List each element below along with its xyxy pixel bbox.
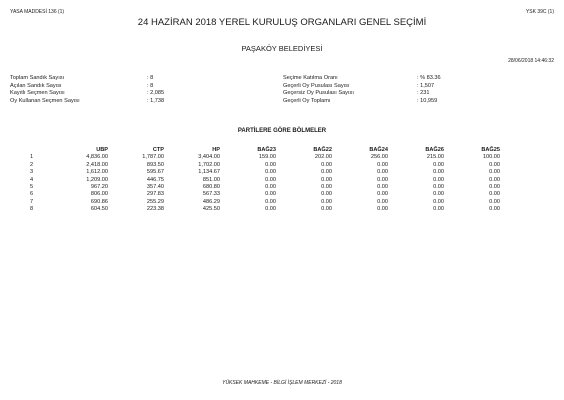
table-cell: 0.00: [321, 176, 332, 183]
table-cell: 446.75: [146, 176, 164, 183]
table-cell: 0.00: [433, 184, 444, 191]
table-cell: 0.00: [433, 161, 444, 168]
table-cell: 223.38: [146, 206, 164, 213]
table-cell: 0.00: [377, 184, 388, 191]
stat-label: Oy Kullanan Seçmen Sayısı: [10, 97, 80, 104]
stat-label: Seçime Katılma Oranı: [283, 75, 338, 81]
table-cell: 256.00: [370, 154, 388, 161]
table-cell: 1,134.67: [198, 169, 220, 176]
table-cell: 0.00: [377, 176, 388, 183]
row-number: 7: [30, 198, 34, 205]
table-cell: 0.00: [265, 184, 276, 191]
section-title: PARTİLERE GÖRE BÖLMELER: [237, 128, 327, 134]
table-cell: 0.00: [489, 161, 500, 168]
table-cell: 690.86: [90, 198, 108, 205]
table-row: [30, 169, 500, 176]
column-header: BAĞ24: [369, 147, 388, 153]
table-cell: 967.20: [90, 184, 108, 191]
column-header: CTP: [152, 147, 164, 153]
table-cell: 0.00: [265, 161, 276, 168]
stat-value: : 8: [147, 82, 154, 89]
table-row: [30, 206, 500, 213]
table-row: [30, 184, 500, 191]
table-cell: 0.00: [489, 198, 500, 205]
stat-value: : 1,507: [417, 82, 435, 89]
table-cell: 0.00: [377, 198, 388, 205]
table-cell: 0.00: [433, 198, 444, 205]
stat-label: Açılan Sandık Sayısı: [10, 82, 62, 89]
row-number: 5: [30, 184, 34, 191]
stats-right-values: [417, 75, 441, 105]
table-row: [30, 154, 500, 161]
table-cell: 567.33: [202, 191, 220, 198]
stats-right-labels: [283, 75, 354, 105]
table-cell: 0.00: [433, 176, 444, 183]
table-cell: 0.00: [377, 169, 388, 176]
row-number: 8: [30, 206, 34, 213]
table-row: [30, 191, 500, 198]
table-cell: 0.00: [377, 161, 388, 168]
column-header: UBP: [96, 147, 108, 153]
stat-value: : 8: [147, 75, 154, 81]
report-timestamp: 28/06/2018 14:46:32: [508, 58, 554, 64]
table-cell: 0.00: [377, 206, 388, 213]
table-cell: 0.00: [433, 206, 444, 213]
table-cell: 159.00: [258, 154, 276, 161]
table-cell: 0.00: [321, 184, 332, 191]
table-cell: 0.00: [321, 191, 332, 198]
table-cell: 3,404.00: [198, 154, 220, 161]
column-header: HP: [212, 147, 220, 153]
table-cell: 0.00: [321, 206, 332, 213]
column-header: BAĞ23: [257, 147, 276, 153]
table-cell: 1,702.00: [198, 161, 220, 168]
table-cell: 357.40: [146, 184, 164, 191]
stat-value: : 1,738: [147, 97, 165, 104]
table-body: [30, 154, 500, 213]
table-cell: 215.00: [426, 154, 444, 161]
table-cell: 0.00: [265, 206, 276, 213]
table-cell: 255.29: [146, 198, 164, 205]
table-cell: 0.00: [489, 206, 500, 213]
results-table: [30, 147, 500, 214]
table-cell: 0.00: [489, 176, 500, 183]
stat-label: Geçersiz Oy Pusulası Sayısı: [283, 90, 354, 97]
table-header-row: [30, 147, 500, 154]
table-row: [30, 199, 500, 206]
table-cell: 0.00: [321, 198, 332, 205]
row-number: 4: [30, 176, 34, 183]
row-number: 1: [30, 154, 34, 161]
column-header: BAĞ26: [425, 147, 444, 153]
stat-value: : 10,959: [417, 97, 438, 104]
table-cell: 425.50: [202, 206, 220, 213]
table-row: [30, 162, 500, 169]
footer-text: YÜKSEK MAHKEME - BİLGİ İŞLEM MERKEZİ - 2018: [222, 380, 342, 386]
table-cell: 851.00: [202, 176, 220, 183]
table-cell: 0.00: [377, 191, 388, 198]
table-cell: 893.50: [146, 161, 164, 168]
table-cell: 486.29: [202, 198, 220, 205]
table-cell: 4,836.00: [86, 154, 108, 161]
table-cell: 0.00: [265, 169, 276, 176]
row-number: 3: [30, 169, 34, 176]
table-cell: 0.00: [489, 184, 500, 191]
table-cell: 0.00: [321, 161, 332, 168]
stat-label: Toplam Sandık Sayısı: [10, 75, 65, 81]
table-cell: 0.00: [265, 176, 276, 183]
column-header: [30, 147, 50, 154]
table-row: [30, 177, 500, 184]
table-cell: 604.50: [90, 206, 108, 213]
table-cell: 2,418.00: [86, 161, 108, 168]
table-cell: 297.83: [146, 191, 164, 198]
table-cell: 1,787.00: [142, 154, 164, 161]
form-code: YSK 39C (1): [525, 9, 554, 15]
table-cell: 0.00: [433, 191, 444, 198]
stats-left-labels: [10, 75, 80, 105]
legal-reference: YASA MADDESİ 136 (1): [10, 9, 65, 15]
column-header: BAĞ25: [481, 147, 500, 153]
table-cell: 0.00: [265, 191, 276, 198]
row-number: 2: [30, 161, 34, 168]
stat-label: Geçerli Oy Toplamı: [283, 97, 331, 104]
table-cell: 0.00: [321, 169, 332, 176]
stat-value: : 231: [417, 90, 430, 97]
table-cell: 680.80: [202, 184, 220, 191]
table-cell: 0.00: [489, 191, 500, 198]
row-number: 6: [30, 191, 34, 198]
table-cell: 0.00: [265, 198, 276, 205]
table-cell: 1,209.00: [86, 176, 108, 183]
table-cell: 1,612.00: [86, 169, 108, 176]
stat-value: : % 83.36: [417, 75, 441, 81]
stat-label: Geçerli Oy Pusulası Sayısı: [283, 82, 350, 89]
table-cell: 0.00: [433, 169, 444, 176]
column-header: BAĞ22: [313, 147, 332, 153]
stats-left-values: [147, 75, 164, 105]
table-cell: 202.00: [314, 154, 332, 161]
page-title: 24 HAZİRAN 2018 YEREL KURULUŞ ORGANLARI GENEL SEÇİMİ: [137, 17, 427, 28]
stat-label: Kayıtlı Seçmen Sayısı: [10, 90, 65, 97]
stat-value: : 2,085: [147, 90, 165, 97]
table-cell: 595.67: [146, 169, 164, 176]
table-cell: 806.00: [90, 191, 108, 198]
table-cell: 100.00: [482, 154, 500, 161]
municipality-name: PAŞAKÖY BELEDİYESİ: [241, 44, 323, 53]
table-cell: 0.00: [489, 169, 500, 176]
